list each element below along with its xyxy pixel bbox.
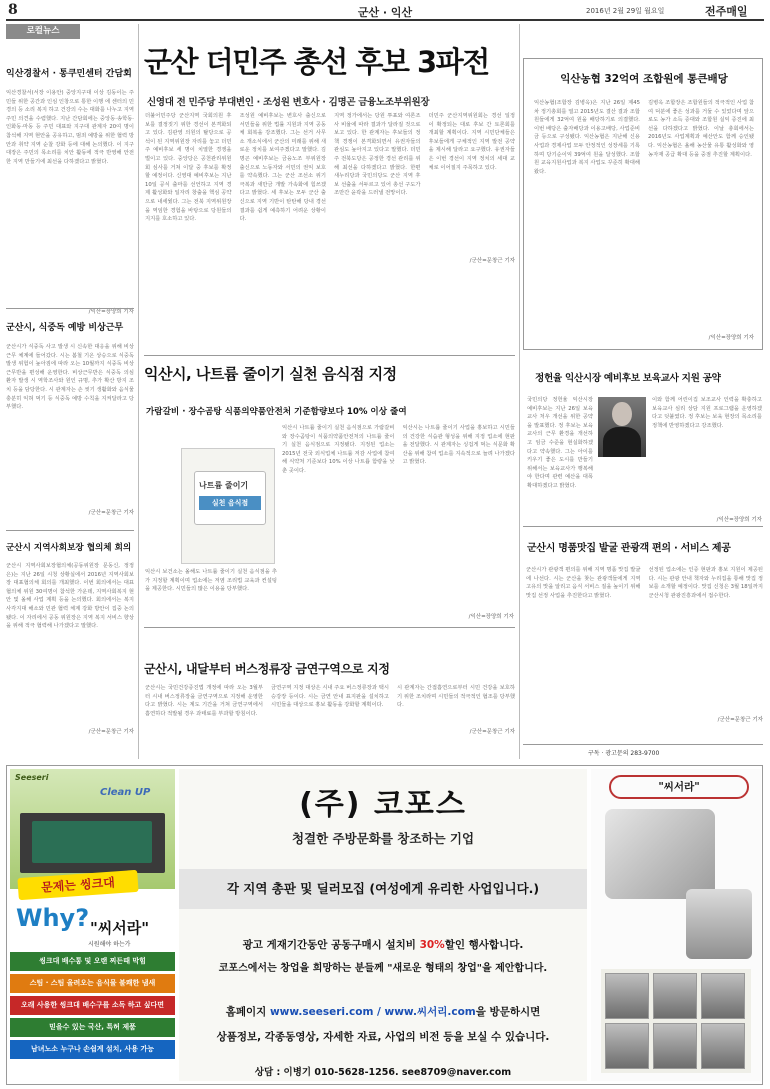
advertisement <box>6 765 763 1085</box>
ad-right-panel <box>591 769 761 1081</box>
article-title: 익산경찰서 · 통쿠민센터 간담회 <box>6 69 132 79</box>
sign-photo <box>181 448 275 564</box>
ad-why: Why? <box>16 904 90 932</box>
article-byline: /익산=장양희 기자 <box>88 309 134 315</box>
ad-feature: 씽크대 배수통 및 오랜 찌든때 막힘 <box>10 952 175 971</box>
article-column: 김병옥 조합장은 조합원들의 적극적인 사업 참여 덕분에 좋은 성과를 거둘 수 있었다며 앞으로도 농가 소득 증대와 조합원 실익 증진에 최선을 다하겠다고 밝혔다. 이날 총회에서는 2016년도 사업계획과 예산안도 함께 승인됐다. 익산농협은 올해 농산물 유통 활성화와 영농자재 공급 확대 등을 중점 추진할 계획이다. <box>648 100 754 158</box>
install-photo <box>653 1023 697 1069</box>
section-title: 군산 · 익산 <box>357 6 413 19</box>
food-body-lower <box>145 568 277 626</box>
lead-column: 조성원 예비후보는 변호사 출신으로 서민들을 위한 법률 지원과 지역 공동체 회복을 강조했다. 그는 선거 사무소 개소식에서 군산의 미래를 위해 새로운 정치를 보여주겠다고 말했다. 김명곤 예비후보는 금융노조 부위원장 출신으로 노동자와 서민의 권익 보호를 약속했다. 그는 군산 조선소 위기 극복과 새만금 개발 가속화에 힘쓰겠다고 밝혔다. 세 후보는 모두 군산 출신으로 지역 기반이 탄탄해 당내 경선 결과를 쉽게 예측하기 어려운 상황이다. <box>239 113 326 223</box>
food-body <box>282 424 515 604</box>
article-column: 군산시는 국민건강증진법 개정에 따라 오는 3월부터 시내 버스정류장을 금연구역으로 지정해 운영한다고 밝혔다. 시는 계도 기간을 거쳐 금연구역에서 흡연하다 적발될 경우 과태료를 부과할 방침이다. <box>145 685 263 717</box>
article-byline: /군산=문창근 기자 <box>88 729 134 735</box>
ad-contact: 상담 : 이병기 010-5628-1256. see8709@naver.com <box>254 1067 512 1078</box>
page-header <box>0 0 770 20</box>
article-column: 선정된 업소에는 인증 현판과 홍보 지원이 제공된다. 시는 관광 안내 책자와 누리집을 통해 맛집 정보를 소개할 예정이다. 맛집 신청은 3월 18일까지 군산시청 관광진흥과에서 접수한다. <box>648 567 763 599</box>
article-body: 익산경찰서(서장 이용안) 중앙지구대 이상 김동이는 주민들 위한 공간과 인심 인창으로 통한 이행 에 센터의 민경의 등 소리 복지 하고 건강의 수는 대화를 나누고 지역 주민 의견을 수렴했다. 지난 간담회에는 중앙동·송학동·인화동·마동 등 주민 대표와 지구대 관계자 20여 명이 참석해 지역 현안을 공유하고, 범죄 예방을 위한 협력 방안과 취약 지역 순찰 강화 등에 대해 논의했다. 이 지구대장은 주민의 목소리를 치안 활동에 적극 반영해 안전한 지역 만들기에 최선을 다하겠다고 밝혔다. <box>6 90 134 165</box>
photo-head <box>612 402 631 426</box>
article-subhead: 가람갈비 · 장수곰탕 식품의약품안전처 기준함량보다 10% 이상 줄여 <box>146 407 407 417</box>
article-column: 시 관계자는 간접흡연으로부터 시민 건강을 보호하기 위한 조치라며 시민들의 적극적인 협조를 당부했다. <box>397 685 515 709</box>
ad-problem-banner: 문제는 씽크대 <box>17 870 138 900</box>
article-column: 이와 함께 어린이집 보조교사 인력을 확충하고 보육교사 심리 상담 지원 프로그램을 운영하겠다고 덧붙였다. 정 후보는 보육 현장의 목소리를 정책에 반영하겠다고 강조했다. <box>652 397 762 429</box>
section-tag: 로컬뉴스 <box>6 24 80 39</box>
sink-photo <box>20 813 165 873</box>
column-divider <box>519 24 520 759</box>
divider <box>6 308 134 309</box>
article-byline: /익산=장양희 기자 <box>468 614 514 620</box>
article-column: 익산시 보건소는 올해도 나트륨 줄이기 실천 음식점을 추가 지정할 계획이며 업소에는 저염 조리법 교육과 컨설팅을 제공한다. 시민들의 많은 이용을 당부했다. <box>145 569 277 593</box>
ad-feature: 오래 사용한 씽크대 배수구를 소독 하고 싶다면 <box>10 996 175 1015</box>
sign-card <box>194 471 266 525</box>
subscribe-text: 구독 · 광고문의 283-9700 <box>588 750 660 757</box>
article-body: 군산시 지역사회보장협의체(공동위원장 문동신, 정정은)는 지난 26일 시청 상황실에서 2016년 지역사회보장 대표협의체 회의를 개최했다. 이번 회의에서는 대표협의체 위원 30여명이 참석한 가운데, 지역사회복지 현안 및 올해 사업 계획 등을 논의했다. 회의에서는 복지 사각지대 해소와 민관 협력 체계 강화 방안이 집중 논의됐다. 이 자리에서 공동 위원장은 지역 복지 서비스 향상을 위해 적극 협력해 나가겠다고 말했다. <box>6 563 134 630</box>
article-byline: /군산=문창근 기자 <box>469 258 515 264</box>
ad-product-caption: 시원해야 하는가 <box>88 941 131 948</box>
article-title: 익산농협 32억여 조합원에 통큰배당 <box>560 73 728 85</box>
column-divider <box>138 24 139 759</box>
article-title: 군산시, 식중독 예방 비상근무 <box>6 323 124 333</box>
ad-clean-up: Clean UP <box>100 787 151 798</box>
ad-product-badge: "씨서라" <box>609 775 749 799</box>
boxed-article <box>523 58 763 350</box>
ad-product-photo <box>10 769 175 889</box>
ad-company-name: (주) 코포스 <box>299 787 467 822</box>
article-byline: /군산=문창근 기자 <box>469 729 515 735</box>
header-rule <box>6 19 764 21</box>
article-body: 군산시가 식중독 사고 발생 시 신속한 대응을 위해 비상 근무 체계에 들어갔다. 시는 봄철 기온 상승으로 식중독 발생 위험이 높아짐에 따라 오는 10월까지 식중독 비상근무반을 편성해 운영한다. 비상근무반은 식중독 의심 환자 발생 시 역학조사와 원인 규명, 추가 확산 방지 조치 등을 담당한다. 시 관계자는 손 씻기 생활화와 음식물 충분히 익혀 먹기 등 식중독 예방 수칙을 지켜달라고 당부했다. <box>6 344 134 411</box>
product-photo <box>605 809 715 899</box>
ad-promo-text: 할인 행사합니다. <box>444 939 524 951</box>
article-byline: /익산=장양희 기자 <box>708 335 754 341</box>
ad-product-name: "씨서라" <box>90 919 150 937</box>
article-title: 군산시, 내달부터 버스정류장 금연구역으로 지정 <box>144 662 390 676</box>
subscribe-line <box>523 744 763 758</box>
lead-headline: 군산 더민주 총선 후보 3파전 <box>144 45 489 79</box>
article-byline: /익산=장양희 기자 <box>716 517 762 523</box>
ad-offer: 코포스에서는 창업을 희망하는 분들께 "새로운 형태의 창업"을 제안합니다. <box>218 963 548 974</box>
article-police-meeting <box>6 66 134 315</box>
article-title: 익산시, 나트륨 줄이기 실천 음식점 지정 <box>144 365 397 383</box>
page-number: 8 <box>8 2 18 18</box>
ad-info: 상품정보, 각종동영상, 자세한 자료, 사업의 비전 등을 보실 수 있습니다. <box>216 1031 550 1043</box>
tour-body <box>526 566 763 726</box>
ad-recruit-banner: 각 지역 총판 및 딜러모집 (여성에게 유리한 사업입니다.) <box>179 869 587 909</box>
ad-feature: 믿을수 있는 국산, 특허 제품 <box>10 1018 175 1037</box>
divider <box>144 355 515 356</box>
article-column: 익산농협(조합장 김병옥)은 지난 26일 제45차 정기총회를 열고 2015년도 결산 결과 조합원들에게 32억여 원을 배당하기로 의결했다. 이번 배당은 출자배당과 이용고배당, 사업준비금 등으로 구성됐다. 익산농협은 지난해 신용사업과 경제사업 모두 안정적인 성장세를 기록하며 당기순이익 39억여 원을 달성했다. 조합원 교육지원사업과 복지 사업도 꾸준히 확대해 왔다. <box>534 100 640 175</box>
ad-website-link[interactable]: www.seeseri.com / www.씨서리.com <box>269 1006 476 1018</box>
article-welfare-council <box>6 541 134 735</box>
lead-subhead: 신영대 전 민주당 부대변인 · 조성원 변호사 · 김명곤 금융노조부위원장 <box>147 97 430 108</box>
install-photo <box>605 1023 649 1069</box>
ad-feature: 스팀 · 스팀 올려오는 음식물 불쾌한 냄새 <box>10 974 175 993</box>
product-photo <box>686 889 752 959</box>
install-photo <box>701 1023 745 1069</box>
install-photo <box>653 973 697 1019</box>
install-photo <box>701 973 745 1019</box>
sign-text: 실천 음식점 <box>199 496 261 510</box>
ad-left-panel <box>10 769 175 1081</box>
candidate-photo <box>598 397 646 457</box>
ad-brand: Seeseri <box>15 773 49 782</box>
ad-promo-percent: 30% <box>419 939 445 951</box>
article-title: 정헌율 익산시장 예비후보 보육교사 지원 공약 <box>535 373 721 384</box>
smoke-body <box>145 684 515 737</box>
article-title: 군산시 명품맛집 발굴 관광객 편의 · 서비스 제공 <box>527 543 731 554</box>
ad-web-text: 홈페이지 <box>225 1006 270 1018</box>
article-byline: /군산=문창근 기자 <box>717 717 763 723</box>
article-column: 금연구역 지정 대상은 시내 주요 버스정류장과 택시 승강장 등이다. 시는 금연 안내 표지판을 설치하고 시민들을 대상으로 홍보 활동을 강화할 계획이다. <box>271 685 389 709</box>
ad-main-panel <box>179 769 587 1081</box>
issue-date: 2016년 2월 29일 월요일 <box>586 7 665 15</box>
ad-promo <box>179 937 587 952</box>
install-photos <box>601 969 751 1073</box>
ad-feature-list <box>10 952 175 1062</box>
ad-website-line <box>179 1004 587 1019</box>
lead-column: 더불어민주당 군산지역 국회의원 후보를 결정짓기 위한 경선이 본격화되고 있다. 김관영 의원의 탈당으로 공석이 된 지역위원장 자리를 놓고 더민주 예비후보 세 명이 치열한 경쟁을 벌이고 있다. 중앙당은 공천관리위원회 심사를 거쳐 이달 중 후보를 확정할 예정이다. 신영대 예비후보는 지난 10일 공식 출마를 선언하고 지역 경제 활성화와 일자리 창출을 핵심 공약으로 내세웠다. 그는 전북 지역위원장을 역임한 경험을 바탕으로 당원들의 지지를 호소하고 있다. <box>145 113 232 223</box>
install-photo <box>605 973 649 1019</box>
lead-body <box>145 112 515 267</box>
article-column: 익산시 나트륨 줄이기 실천 음식점으로 가람갈비와 장수곰탕이 식품의약품안전처의 나트륨 줄이기 실천 음식점으로 지정됐다. 지정된 업소는 2015년 전국 외식업체 나트륨 저감 사업에 참여해 식약처 기준보다 10% 이상 나트륨 함량을 낮춘 곳이다. <box>282 425 395 474</box>
ad-tagline: 청결한 주방문화를 창조하는 기업 <box>291 831 475 846</box>
article-column: 군산시가 관광객 편의를 위해 지역 명품 맛집 발굴에 나선다. 시는 군산을 찾는 관광객들에게 지역 고유의 맛을 알리고 음식 서비스 질을 높이기 위해 맛집 선정 사업을 추진한다고 밝혔다. <box>526 567 641 599</box>
article-title: 군산시 지역사회보장 협의체 회의 <box>6 543 132 553</box>
divider <box>6 530 134 531</box>
photo-suit <box>603 427 641 457</box>
ad-feature: 남녀노소 누구나 손쉽게 설치, 사용 가능 <box>10 1040 175 1059</box>
article-column: 익산시는 나트륨 줄이기 사업을 홍보하고 시민들의 건강한 식습관 형성을 위해 지정 업소에 현판을 전달했다. 시 관계자는 싱겁게 먹는 식문화 확산을 위해 참여 업소를 지속적으로 늘려 나가겠다고 밝혔다. <box>402 425 515 466</box>
divider <box>144 627 515 628</box>
article-byline: /군산=문창근 기자 <box>88 510 134 516</box>
article-food-poisoning <box>6 320 134 516</box>
divider <box>523 526 763 527</box>
lead-column: 더민주 군산지역위원회는 경선 일정이 확정되는 대로 후보 간 토론회를 개최할 계획이다. 지역 시민단체들은 후보들에게 구체적인 지역 발전 공약을 제시해 달라고 요구했다. 유권자들은 이번 경선이 지역 정치의 세대 교체로 이어질지 주목하고 있다. <box>428 113 515 171</box>
sign-text: 나트륨 줄이기 <box>199 481 249 490</box>
ad-web-text: 을 방문하시면 <box>475 1006 541 1018</box>
newspaper-brand: 전주매일 <box>705 5 748 18</box>
ad-promo-text: 광고 게재기간동안 공동구매시 설치비 <box>242 939 420 951</box>
lead-column: 지역 정가에서는 당원 투표와 여론조사 비율에 따라 결과가 달라질 것으로 보고 있다. 한 관계자는 후보들의 정책 경쟁이 본격화되면서 유권자들의 관심도 높아지고 있다고 말했다. 더민주 전북도당은 공정한 경선 관리를 위해 최선을 다하겠다고 밝혔다. 한편 새누리당과 국민의당도 군산 지역 후보 선출을 서두르고 있어 총선 구도가 조만간 윤곽을 드러낼 전망이다. <box>334 113 421 197</box>
article-column: 국민의당 정헌율 익산시장 예비후보는 지난 26일 보육교사 처우 개선을 위한 공약을 발표했다. 정 후보는 보육교사의 근무 환경을 개선하고 임금 수준을 현실화하겠다고 약속했다. 그는 아이를 키우기 좋은 도시를 만들기 위해서는 보육교사가 행복해야 한다며 관련 예산을 대폭 확대하겠다고 밝혔다. <box>527 397 593 489</box>
